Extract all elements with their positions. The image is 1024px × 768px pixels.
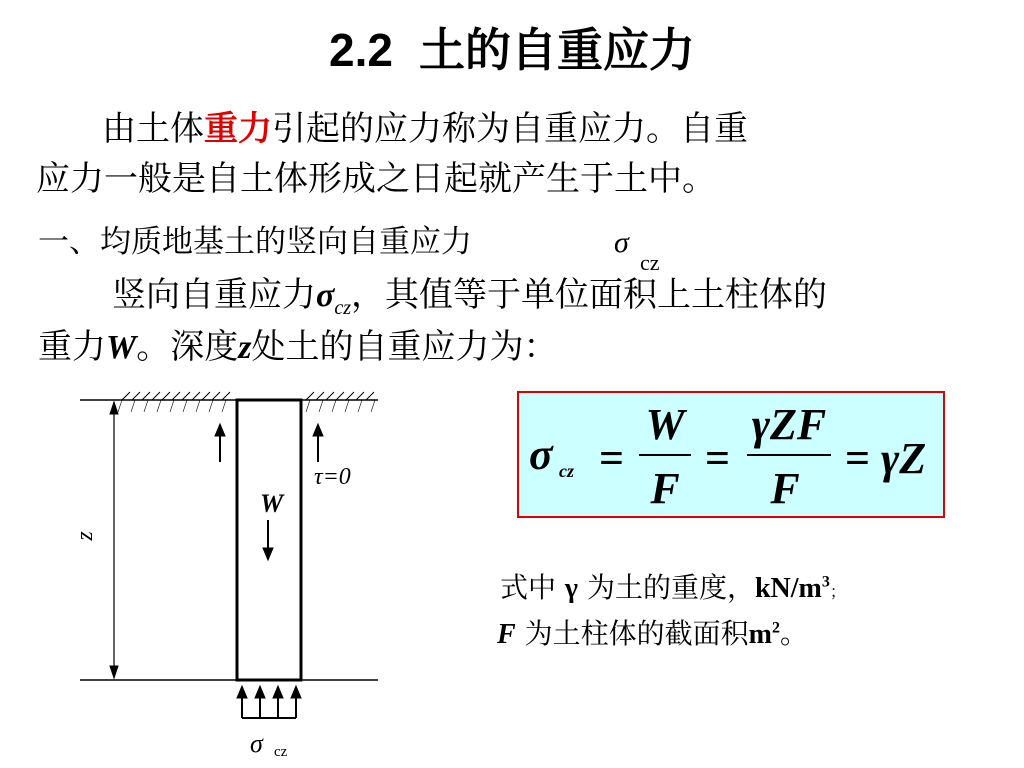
ground-hatching-left (118, 392, 230, 412)
shear-label: τ=0 (314, 464, 351, 490)
formula-lhs-sigma: σ (529, 430, 553, 479)
frac1-numerator: W (645, 400, 685, 449)
formula-rhs: γZ (881, 434, 927, 483)
weight-symbol: W (106, 329, 137, 366)
formula-eq-1: = (599, 434, 625, 483)
page-title (0, 14, 1024, 80)
unit-kn-m3: $kN/m^3$ (754, 573, 830, 604)
section-number: 2.2 (329, 24, 393, 76)
bottom-stress-subscript: cz (274, 744, 288, 760)
formula-box (517, 391, 945, 518)
note-line-1: 式中 γ 为土的重度，$kN/m^3$； (500, 571, 846, 604)
gamma-symbol: γ (564, 573, 579, 604)
highlight-gravity: 重力 (204, 109, 272, 149)
heading-sigma-symbol: σ (614, 226, 629, 259)
weight-label-w: W (260, 489, 284, 518)
paragraph-1-line-2: 应力一般是自土体形成之日起就产生于土中。 (36, 159, 716, 199)
paragraph-2-line-1: 竖向自重应力$\sigma_{cz}$，其值等于单位面积上土柱体的 (112, 275, 827, 319)
frac1-denominator: F (650, 464, 680, 513)
formula-eq-2: = (705, 434, 731, 483)
section-heading: 一、均质地基土的竖向自重应力 (38, 224, 472, 260)
bottom-stress-sigma: σ (250, 729, 263, 758)
paragraph-2-line-2: 重力W。深度z处土的自重应力为： (38, 327, 558, 367)
heading-sigma-subscript: cz (640, 250, 660, 275)
ground-hatching-right (306, 392, 375, 412)
formula (519, 393, 943, 516)
title-text: 土的自重应力 (418, 23, 695, 77)
note-line-2: F 为土柱体的截面积$m^2$。 (497, 617, 808, 650)
frac2-numerator: γZF (751, 400, 827, 449)
bottom-stress-arrows (242, 692, 296, 718)
frac2-denominator: F (770, 464, 800, 513)
soil-column-diagram (60, 380, 390, 768)
f-symbol: F (497, 619, 516, 650)
formula-eq-3: = (845, 434, 871, 483)
sigma-symbol: σ (316, 277, 335, 314)
depth-symbol: z (238, 329, 252, 366)
depth-label-z: z (72, 531, 98, 541)
paragraph-1-line-1: 由土体重力引起的应力称为自重应力。自重 (102, 109, 748, 149)
formula-lhs-subscript: cz (559, 461, 574, 481)
unit-m2: $m^2$ (748, 619, 780, 650)
